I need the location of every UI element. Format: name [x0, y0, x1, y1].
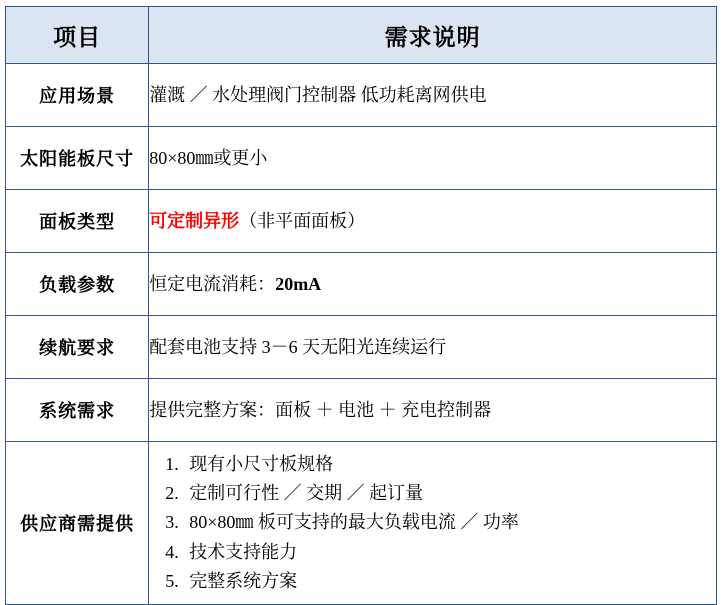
- list-item: 4. 技术支持能力: [183, 538, 716, 567]
- table-row: [6, 190, 717, 253]
- list-item: 3. 80×80㎜ 板可支持的最大负载电流 ／ 功率: [183, 508, 716, 537]
- table-header: [6, 7, 717, 64]
- header-cell-desc: 需求说明: [149, 7, 717, 64]
- row-item-label: 供应商需提供: [6, 442, 149, 605]
- desc-bold-value: 20mA: [275, 273, 322, 294]
- row-item-label: 负载参数: [6, 253, 149, 316]
- list-item: 5. 完整系统方案: [183, 567, 716, 596]
- desc-rest-text: （非平面面板）: [239, 210, 366, 231]
- header-row: [6, 7, 717, 64]
- list-item: 1. 现有小尺寸板规格: [183, 450, 716, 479]
- list-item: 2. 定制可行性 ／ 交期 ／ 起订量: [183, 479, 716, 508]
- row-desc-value: 80×80㎜或更小: [149, 127, 717, 190]
- table-row: [6, 127, 717, 190]
- row-item-label: 应用场景: [6, 64, 149, 127]
- row-item-label: 面板类型: [6, 190, 149, 253]
- supplier-requirements-list: [149, 450, 716, 596]
- row-desc-value: 提供完整方案：面板 ＋ 电池 ＋ 充电控制器: [149, 379, 717, 442]
- requirements-table: [5, 6, 717, 605]
- row-desc-value: [149, 253, 717, 316]
- row-desc-value: [149, 442, 717, 605]
- row-desc-value: 配套电池支持 3－6 天无阳光连续运行: [149, 316, 717, 379]
- row-item-label: 续航要求: [6, 316, 149, 379]
- table-body: [6, 64, 717, 605]
- row-desc-value: 灌溉 ／ 水处理阀门控制器 低功耗离网供电: [149, 64, 717, 127]
- desc-prefix-text: 恒定电流消耗：: [149, 273, 276, 294]
- table-row: [6, 316, 717, 379]
- table-row-supplier: [6, 442, 717, 605]
- highlight-text: 可定制异形: [149, 210, 240, 231]
- row-item-label: 系统需求: [6, 379, 149, 442]
- row-item-label: 太阳能板尺寸: [6, 127, 149, 190]
- table-row: [6, 253, 717, 316]
- header-cell-item: 项目: [6, 7, 149, 64]
- table-row: [6, 64, 717, 127]
- table-row: [6, 379, 717, 442]
- row-desc-value: [149, 190, 717, 253]
